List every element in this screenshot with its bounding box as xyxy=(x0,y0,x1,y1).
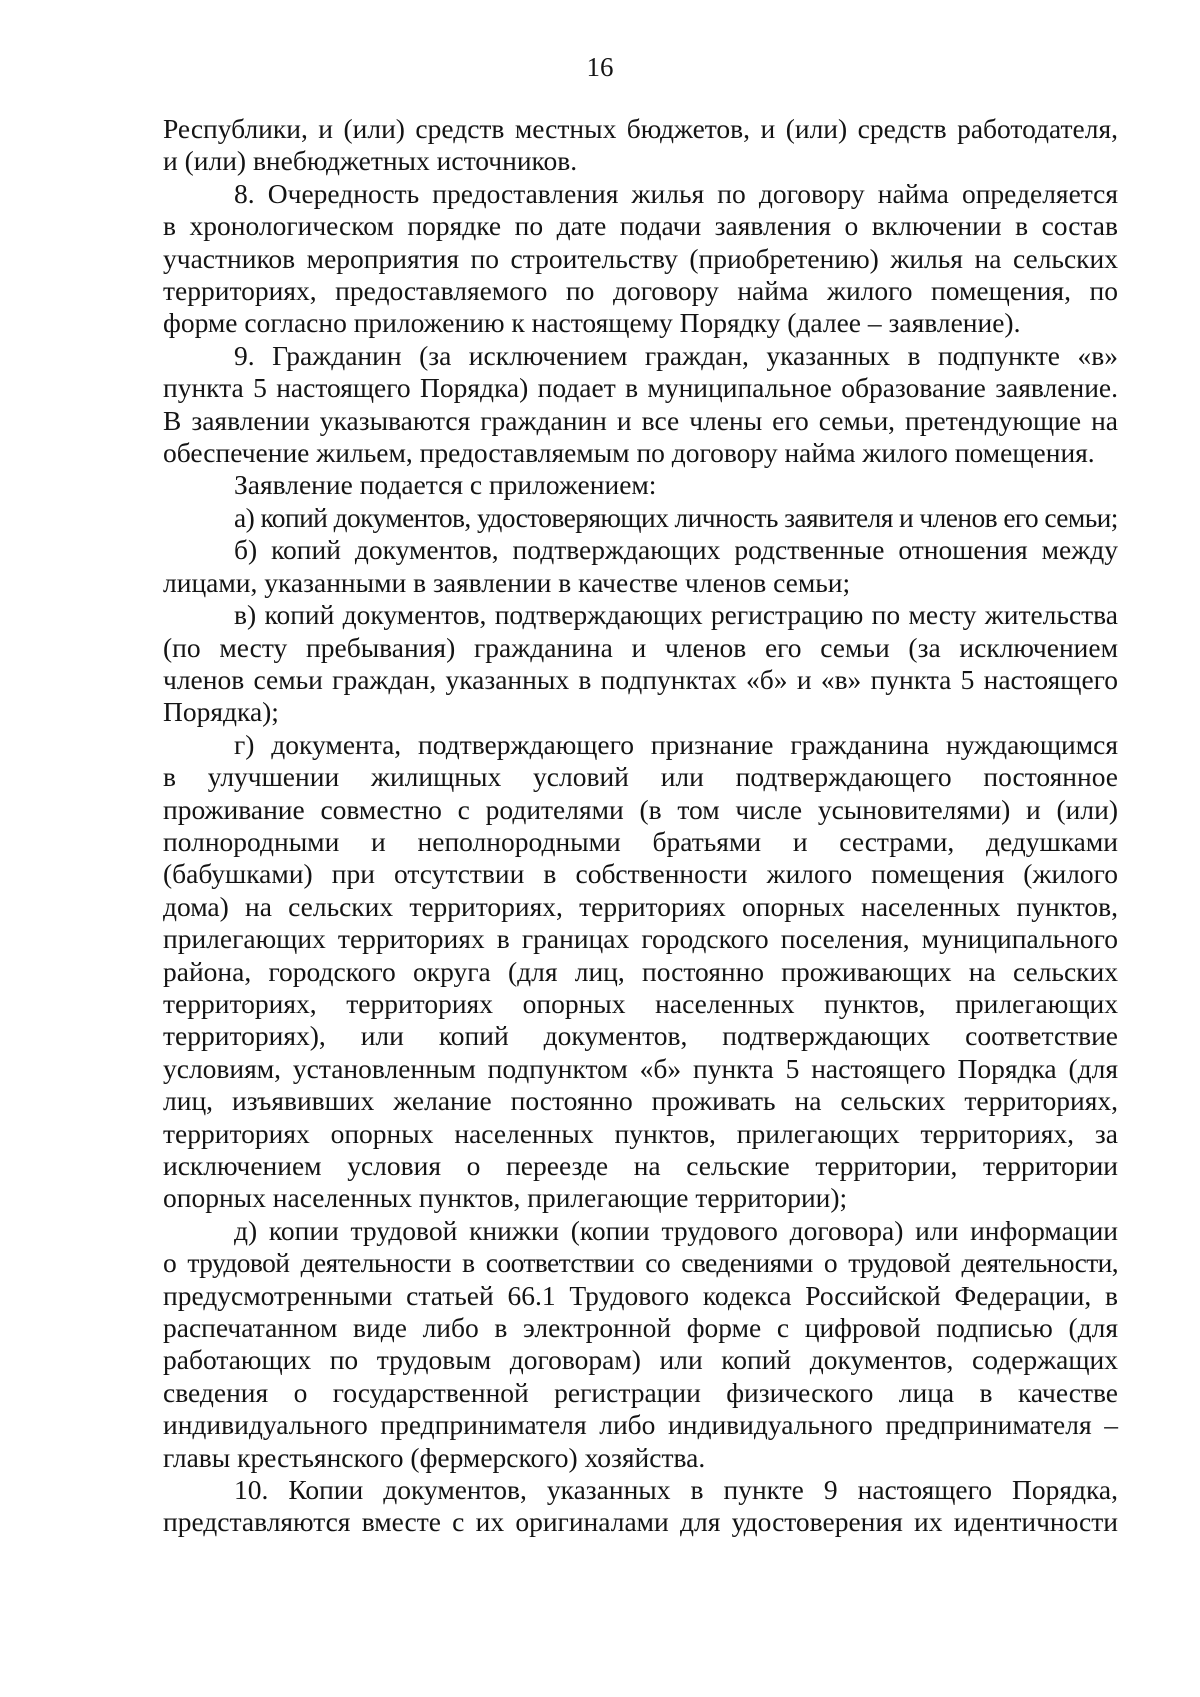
text-line: д) копии трудовой книжки (копии трудового договора) или информации xyxy=(234,1214,1118,1246)
text-line: лиц, изъявивших желание постоянно проживать на сельских территориях, xyxy=(163,1085,1118,1117)
text-line: участников мероприятия по строительству (приобретению) жилья на сельских xyxy=(163,242,1118,274)
text-line: полнородными и неполнородными братьями и сестрами, дедушками xyxy=(163,825,1118,857)
text-line: б) копий документов, подтверждающих родственные отношения между xyxy=(234,534,1118,566)
text-line: 8. Очередность предоставления жилья по договору найма определяется xyxy=(234,177,1118,209)
text-line: о трудовой деятельности в соответствии со сведениями о трудовой деятельности, xyxy=(163,1247,1118,1279)
text-line: территориях опорных населенных пунктов, прилегающих территориях, за xyxy=(163,1117,1118,1149)
text-line: представляются вместе с их оригиналами для удостоверения их идентичности xyxy=(163,1506,1118,1538)
text-line: в хронологическом порядке по дате подачи заявления о включении в состав xyxy=(163,210,1118,242)
text-line: дома) на сельских территориях, территориях опорных населенных пунктов, xyxy=(163,890,1118,922)
text-line: опорных населенных пунктов, прилегающие территории); xyxy=(163,1182,848,1214)
text-line: пункта 5 настоящего Порядка) подает в муниципальное образование заявление. xyxy=(163,372,1118,404)
text-line: главы крестьянского (фермерского) хозяйства. xyxy=(163,1441,706,1473)
text-line: индивидуального предпринимателя либо индивидуального предпринимателя – xyxy=(163,1409,1118,1441)
text-line: прилегающих территориях в границах городского поселения, муниципального xyxy=(163,923,1118,955)
text-line: территориях, территориях опорных населенных пунктов, прилегающих xyxy=(163,987,1118,1019)
page-number: 16 xyxy=(586,52,614,82)
text-line: 9. Гражданин (за исключением граждан, указанных в подпункте «в» xyxy=(234,339,1118,371)
text-line: работающих по трудовым договорам) или копий документов, содержащих xyxy=(163,1344,1118,1376)
text-line: обеспечение жильем, предоставляемым по договору найма жилого помещения. xyxy=(163,437,1095,469)
text-line: в) копий документов, подтверждающих регистрацию по месту жительства xyxy=(234,599,1118,631)
text-line: Заявление подается с приложением: xyxy=(234,469,657,501)
text-line: распечатанном виде либо в электронной форме с цифровой подписью (для xyxy=(163,1312,1118,1344)
text-line: территориях), или копий документов, подтверждающих соответствие xyxy=(163,1020,1118,1052)
text-line: форме согласно приложению к настоящему Порядку (далее – заявление). xyxy=(163,307,1021,339)
text-line: В заявлении указываются гражданин и все члены его семьи, претендующие на xyxy=(163,404,1118,436)
text-line: (бабушками) при отсутствии в собственности жилого помещения (жилого xyxy=(163,858,1118,890)
text-line: предусмотренными статьей 66.1 Трудового кодекса Российской Федерации, в xyxy=(163,1279,1118,1311)
text-line: 10. Копии документов, указанных в пункте 9 настоящего Порядка, xyxy=(234,1474,1118,1506)
text-line: и (или) внебюджетных источников. xyxy=(163,145,578,177)
text-line: г) документа, подтверждающего признание гражданина нуждающимся xyxy=(234,728,1118,760)
text-line: Республики, и (или) средств местных бюджетов, и (или) средств работодателя, xyxy=(163,113,1118,144)
text-line: лицами, указанными в заявлении в качестве членов семьи; xyxy=(163,566,851,598)
text-line: территориях, предоставляемого по договору найма жилого помещения, по xyxy=(163,275,1118,307)
text-line: Порядка); xyxy=(163,696,279,728)
text-line: проживание совместно с родителями (в том числе усыновителями) и (или) xyxy=(163,793,1118,825)
text-line: района, городского округа (для лиц, постоянно проживающих на сельских xyxy=(163,955,1118,987)
document-body xyxy=(163,113,1118,1539)
text-line: условиям, установленным подпунктом «б» пункта 5 настоящего Порядка (для xyxy=(163,1052,1118,1084)
text-line: (по месту пребывания) гражданина и членов его семьи (за исключением xyxy=(163,631,1118,663)
text-line: сведения о государственной регистрации физического лица в качестве xyxy=(163,1376,1118,1408)
text-line: а) копий документов, удостоверяющих личность заявителя и членов его семьи; xyxy=(234,501,1118,533)
text-line: в улучшении жилищных условий или подтверждающего постоянное xyxy=(163,761,1118,793)
text-line: членов семьи граждан, указанных в подпунктах «б» и «в» пункта 5 настоящего xyxy=(163,663,1118,695)
text-line: исключением условия о переезде на сельские территории, территории xyxy=(163,1150,1118,1181)
